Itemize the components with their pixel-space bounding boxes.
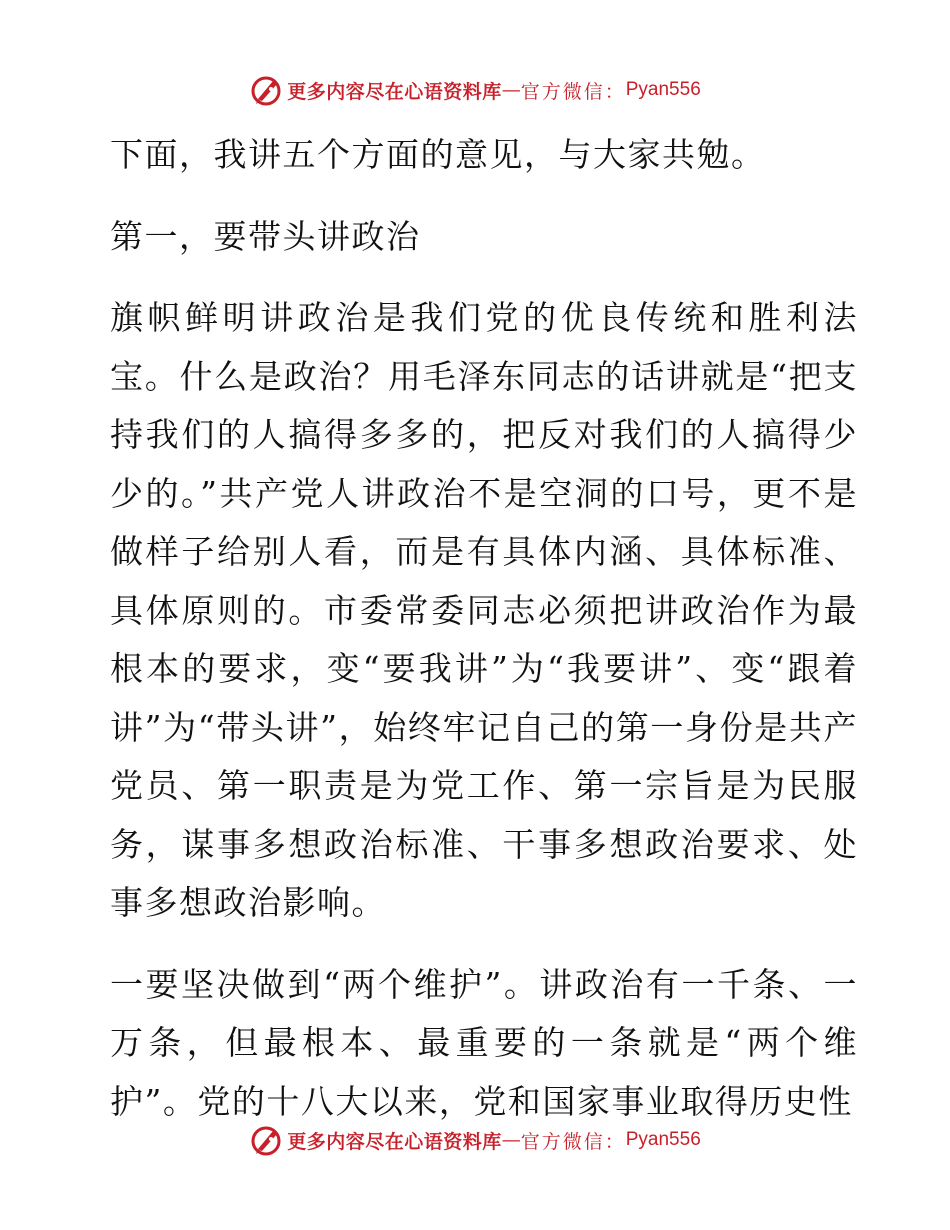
watermark-main-text: 更多内容尽在心语资料库 [287,80,502,103]
watermark-wechat-id: Pyan556 [625,79,701,100]
section-heading: 第一，要带头讲政治 [110,216,421,256]
paragraph-intro: 下面，我讲五个方面的意见，与大家共勉。 [110,135,766,174]
watermark-main-text: 更多内容尽在心语资料库 [287,1130,502,1153]
watermark-dash: — [501,79,521,101]
watermark-wechat-id: Pyan556 [625,1129,701,1150]
paragraph-body: 旗帜鲜明讲政治是我们党的优良传统和胜利法宝。什么是政治？用毛泽东同志的话讲就是“把支持我们的人搞得多多的，把反对我们的人搞得少少的。”共产党人讲政治不是空洞的口号，更不是做样子给别人看，而是有具体内涵、具体标准、具体原则的。市委常委同志必须把讲政治作为最根本的要求，变“要我讲”为“我要讲”、变“跟着讲”为“带头讲”，始终牢记自己的第一身份是共产党员、第一职责是为党工作、第一宗旨是为民服务，谋事多想政治标准、干事多想政治要求、处事多想政治影响。 [110,298,858,922]
pen-logo-icon [249,73,283,107]
document-body [98,126,858,1131]
watermark-footer [0,1120,950,1160]
watermark-dash: — [501,1129,521,1151]
watermark-label: 官方微信： [520,80,626,103]
watermark-header [0,70,950,110]
pen-logo-icon [249,1123,283,1157]
watermark-label: 官方微信： [520,1130,626,1153]
paragraph-point-one: 一要坚决做到“两个维护”。讲政治有一千条、一万条，但最根本、最重要的一条就是“两个维护”。党的十八大以来，党和国家事业取得历史性 [110,964,858,1121]
